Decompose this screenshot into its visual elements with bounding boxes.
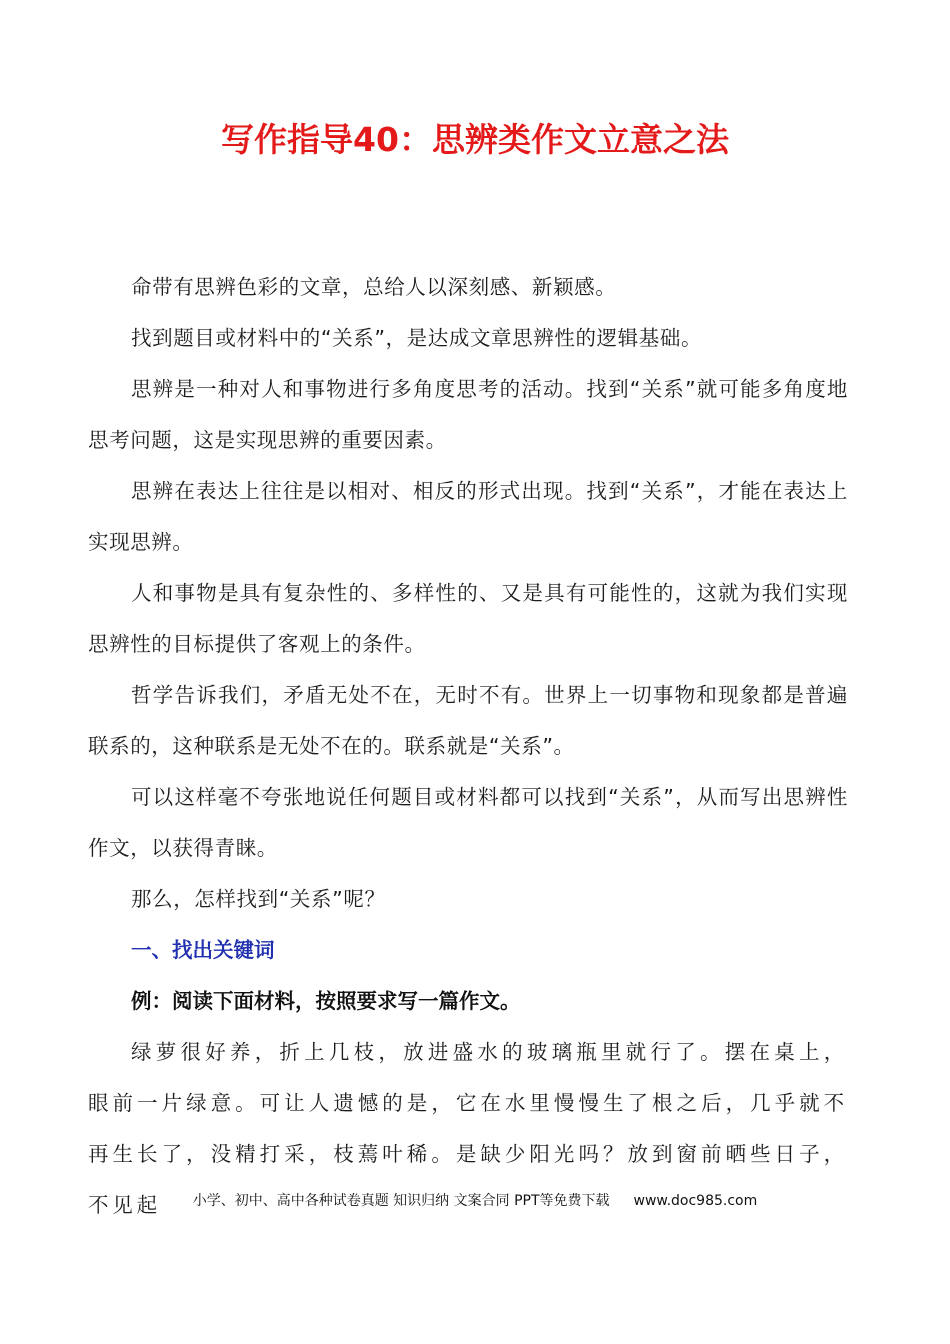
paragraph-1: 命带有思辨色彩的文章，总给人以深刻感、新颖感。	[131, 275, 617, 299]
paragraph-6: 哲学告诉我们，矛盾无处不在，无时不有。世界上一切事物和现象都是普遍联系的，这种联系是无处不在的。联系就是“关系”。	[88, 683, 848, 758]
paragraph-3: 思辨是一种对人和事物进行多角度思考的活动。找到“关系”就可能多角度地思考问题，这是实现思辨的重要因素。	[88, 377, 848, 452]
example-label: 例：阅读下面材料，按照要求写一篇作文。	[131, 989, 521, 1013]
article-body	[88, 262, 848, 1231]
section-heading: 一、找出关键词	[131, 938, 275, 962]
paragraph-4: 思辨在表达上往往是以相对、相反的形式出现。找到“关系”，才能在表达上实现思辨。	[88, 479, 848, 554]
footer-text: 小学、初中、高中各种试卷真题 知识归纳 文案合同 PPT等免费下载	[192, 1193, 610, 1209]
example-text: 绿萝很好养，折上几枝，放进盛水的玻璃瓶里就行了。摆在桌上，眼前一片绿意。可让人遗憾的是，它在水里慢慢生了根之后，几乎就不再生长了，没精打采，枝蔫叶稀。是缺少阳光吗？放到窗前晒些日子，不见起	[88, 1040, 848, 1217]
paragraph-8: 那么，怎样找到“关系”呢？	[131, 887, 386, 911]
paragraph-2: 找到题目或材料中的“关系”，是达成文章思辨性的逻辑基础。	[131, 326, 703, 350]
paragraph-5: 人和事物是具有复杂性的、多样性的、又是具有可能性的，这就为我们实现思辨性的目标提供了客观上的条件。	[88, 581, 848, 656]
page-footer	[0, 1188, 950, 1214]
footer-site-link[interactable]: www.doc985.com	[633, 1193, 758, 1209]
paragraph-7: 可以这样毫不夸张地说任何题目或材料都可以找到“关系”，从而写出思辨性作文，以获得青睐。	[88, 785, 848, 860]
page-title: 写作指导40：思辨类作文立意之法	[221, 120, 729, 159]
